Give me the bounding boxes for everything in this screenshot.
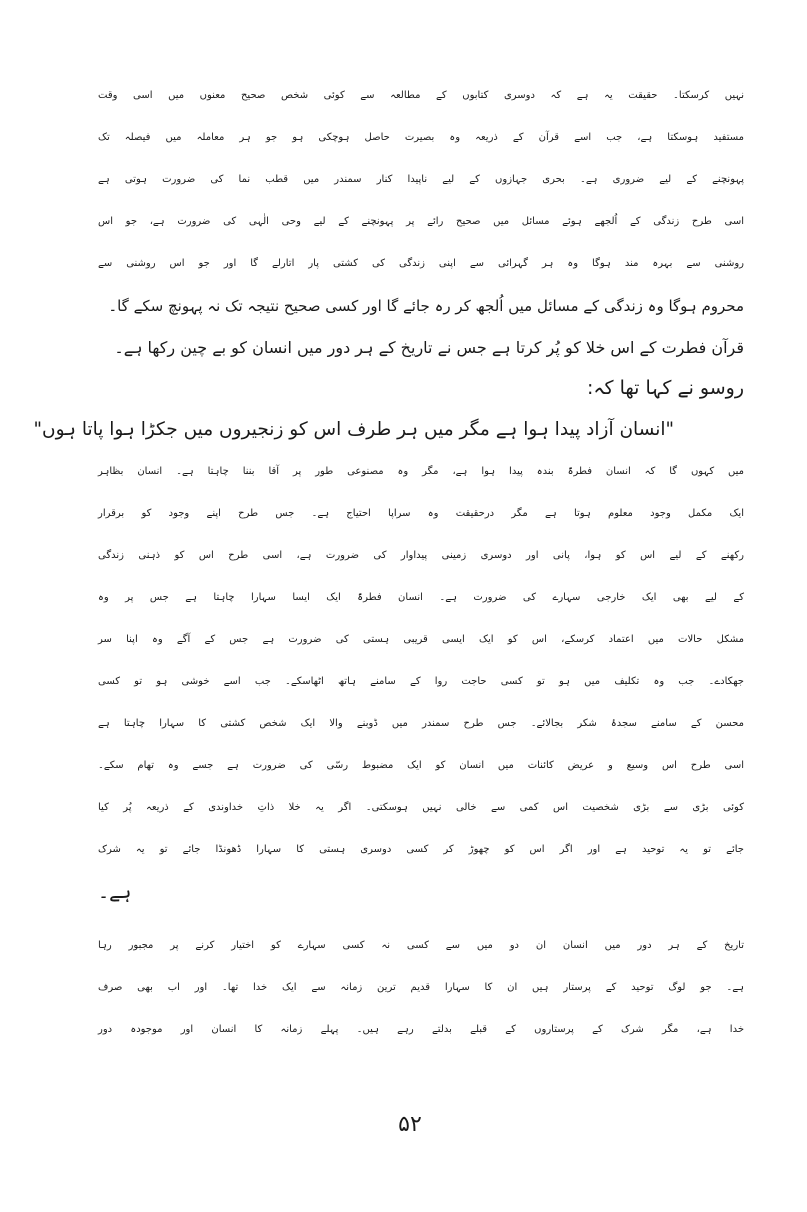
quotation-line: "انسان آزاد پیدا ہوا ہے مگر میں ہر طرف اس کو زنجیروں میں جکڑا ہوا پاتا ہوں"	[33, 419, 674, 440]
text-line: ہے۔ جو لوگ توحید کے پرستار ہیں ان کا سہارا قدیم ترین زمانہ سے ایک خدا تھا۔ اور اب بھی صرف	[98, 982, 744, 993]
text-line: ہے۔	[98, 881, 132, 903]
text-line: کوئی بڑی سے بڑی شخصیت اس کمی سے خالی نہیں ہوسکتی۔ اگر یہ خلا ذاتِ خداوندی کے ذریعہ پُر کیا	[98, 802, 744, 813]
text-line: کے لیے بھی ایک خارجی سہارے کی ضرورت ہے۔ انسان فطرۃً ایک ایسا سہارا چاہتا ہے جس پر وہ	[98, 592, 744, 603]
text-line: میں کہوں گا کہ انسان فطرۃً بندہ پیدا ہوا ہے، مگر وہ مصنوعی طور پر آقا بننا چاہتا ہے۔ انسان بظاہر	[98, 466, 744, 477]
text-line: پہونچنے کے لیے ضروری ہے۔ بحری جہازوں کے لیے ناپیدا کنار سمندر میں قطب نما کی ضرورت ہوتی ہے	[98, 174, 744, 185]
text-line: محسن کے سامنے سجدۂ شکر بجالائے۔ جس طرح سمندر میں ڈوبنے والا ایک شخص کشتی کا سہارا چاہتا ہے	[98, 718, 744, 729]
text-line: روشنی سے بہرہ مند ہوگا وہ ہر گہرائی سے اپنی زندگی کی کشتی پار اتارلے گا اور جو اس روشنی سے	[98, 258, 744, 269]
text-line: روسو نے کہا تھا کہ:	[586, 377, 744, 399]
text-line: اسی طرح زندگی کے اُلجھے ہوئے مسائل میں صحیح رائے پر پہونچنے کے لیے وحی الٰہی کی ضرورت ہے، جو اس	[98, 216, 744, 227]
text-line: قرآن فطرت کے اس خلا کو پُر کرتا ہے جس نے تاریخ کے ہر دور میں انسان کو بے چین رکھا ہے۔	[114, 338, 744, 357]
text-line: جھکادے۔ جب وہ تکلیف میں ہو تو کسی حاجت روا کے سامنے ہاتھ اٹھاسکے۔ جب اسے خوشی ہو تو کسی	[98, 676, 744, 687]
text-line: خدا ہے، مگر شرک کے پرستاروں کے قبلے بدلتے رہے ہیں۔ پہلے زمانہ کا انسان اور موجودہ دور	[98, 1024, 744, 1035]
text-line: مستفید ہوسکتا ہے، جب اسے قرآن کے ذریعہ وہ بصیرت حاصل ہوچکی ہو جو ہر معاملہ میں فیصلہ تک	[98, 132, 744, 143]
text-line: محروم ہوگا وہ زندگی کے مسائل میں اُلجھ کر رہ جائے گا اور کسی صحیح نتیجہ تک نہ پہونچ سکے گا۔	[108, 297, 744, 315]
text-line: تاریخ کے ہر دور میں انسان ان دو میں سے کسی نہ کسی سہارے کو اختیار کرنے پر مجبور رہا	[98, 940, 744, 951]
text-line: مشکل حالات میں اعتماد کرسکے، اس کو ایک ایسی قریبی ہستی کی ضرورت ہے جس کے آگے وہ اپنا سر	[98, 634, 744, 645]
page-number: ۵۲	[398, 1112, 422, 1137]
text-line: رکھنے کے لیے اس کو ہوا، پانی اور دوسری زمینی پیداوار کی ضرورت ہے، اسی طرح اس کو ذہنی زندگی	[98, 550, 744, 561]
text-line: اسی طرح اس وسیع و عریض کائنات میں انسان کو ایک مضبوط رسّی کی ضرورت ہے جسے وہ تھام سکے۔	[98, 760, 744, 771]
text-line: جائے تو یہ توحید ہے اور اگر اس کو چھوڑ کر کسی دوسری ہستی کا سہارا ڈھونڈا جائے تو یہ شرک	[98, 844, 744, 855]
text-line: ایک مکمل وجود معلوم ہوتا ہے مگر درحقیقت وہ سراپا احتیاج ہے۔ جس طرح اپنے وجود کو برقرار	[98, 508, 744, 519]
text-line: نہیں کرسکتا۔ حقیقت یہ ہے کہ دوسری کتابوں کے مطالعہ سے کوئی شخص صحیح معنوں میں اسی وقت	[98, 90, 744, 101]
page-body-text	[33, 76, 744, 1096]
